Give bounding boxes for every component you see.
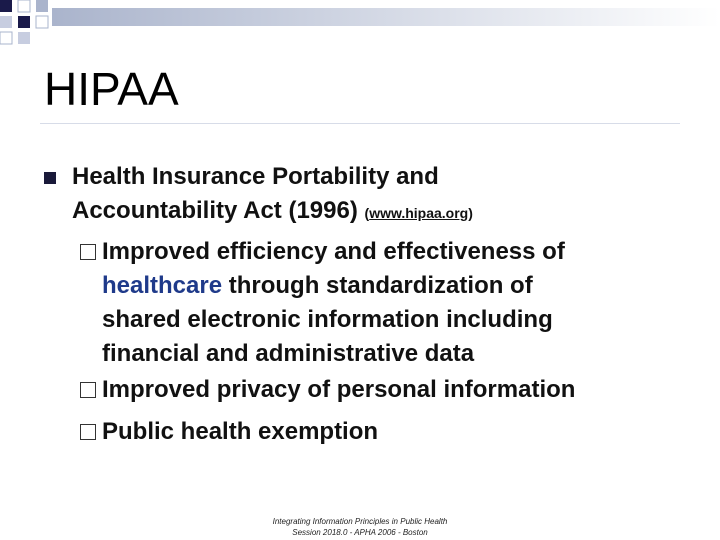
title-divider	[40, 123, 680, 124]
subbullet-1-line2-rest: through standardization of	[222, 272, 533, 299]
subbullet-1-line2	[102, 272, 533, 300]
bullet-text-line2	[72, 197, 473, 225]
link-open-paren: (	[364, 205, 370, 221]
hipaa-link[interactable]: www.hipaa.org	[369, 205, 469, 221]
subbullet-2-text: Improved privacy of personal information	[102, 376, 576, 403]
subbullet-3	[80, 418, 378, 446]
header-decoration	[0, 0, 720, 50]
subbullet-1	[80, 238, 565, 266]
footer-line1: Integrating Information Principles in Public Health	[272, 517, 448, 526]
subbullet-2	[80, 376, 575, 404]
slide-title: HIPAA	[44, 63, 179, 115]
checkbox-bullet-icon	[80, 244, 96, 260]
square-bullet-icon	[44, 172, 56, 184]
bullet-text-line2-main: Accountability Act (1996)	[72, 197, 358, 224]
subbullet-1-line3: shared electronic information including	[102, 306, 553, 333]
hipaa-link-wrap	[365, 205, 473, 221]
bullet-text-line1: Health Insurance Portability and	[72, 163, 439, 190]
subbullet-3-text: Public health exemption	[102, 418, 379, 445]
checkbox-bullet-icon	[80, 382, 96, 398]
checkbox-bullet-icon	[80, 424, 96, 440]
subbullet-1-line1: Improved efficiency and effectiveness of	[102, 238, 565, 265]
subbullet-1-line4: financial and administrative data	[102, 340, 475, 367]
footer-line2: Session 2018.0 - APHA 2006 - Boston	[292, 528, 428, 537]
link-close-paren: )	[468, 205, 473, 221]
healthcare-emphasis: healthcare	[102, 272, 223, 299]
